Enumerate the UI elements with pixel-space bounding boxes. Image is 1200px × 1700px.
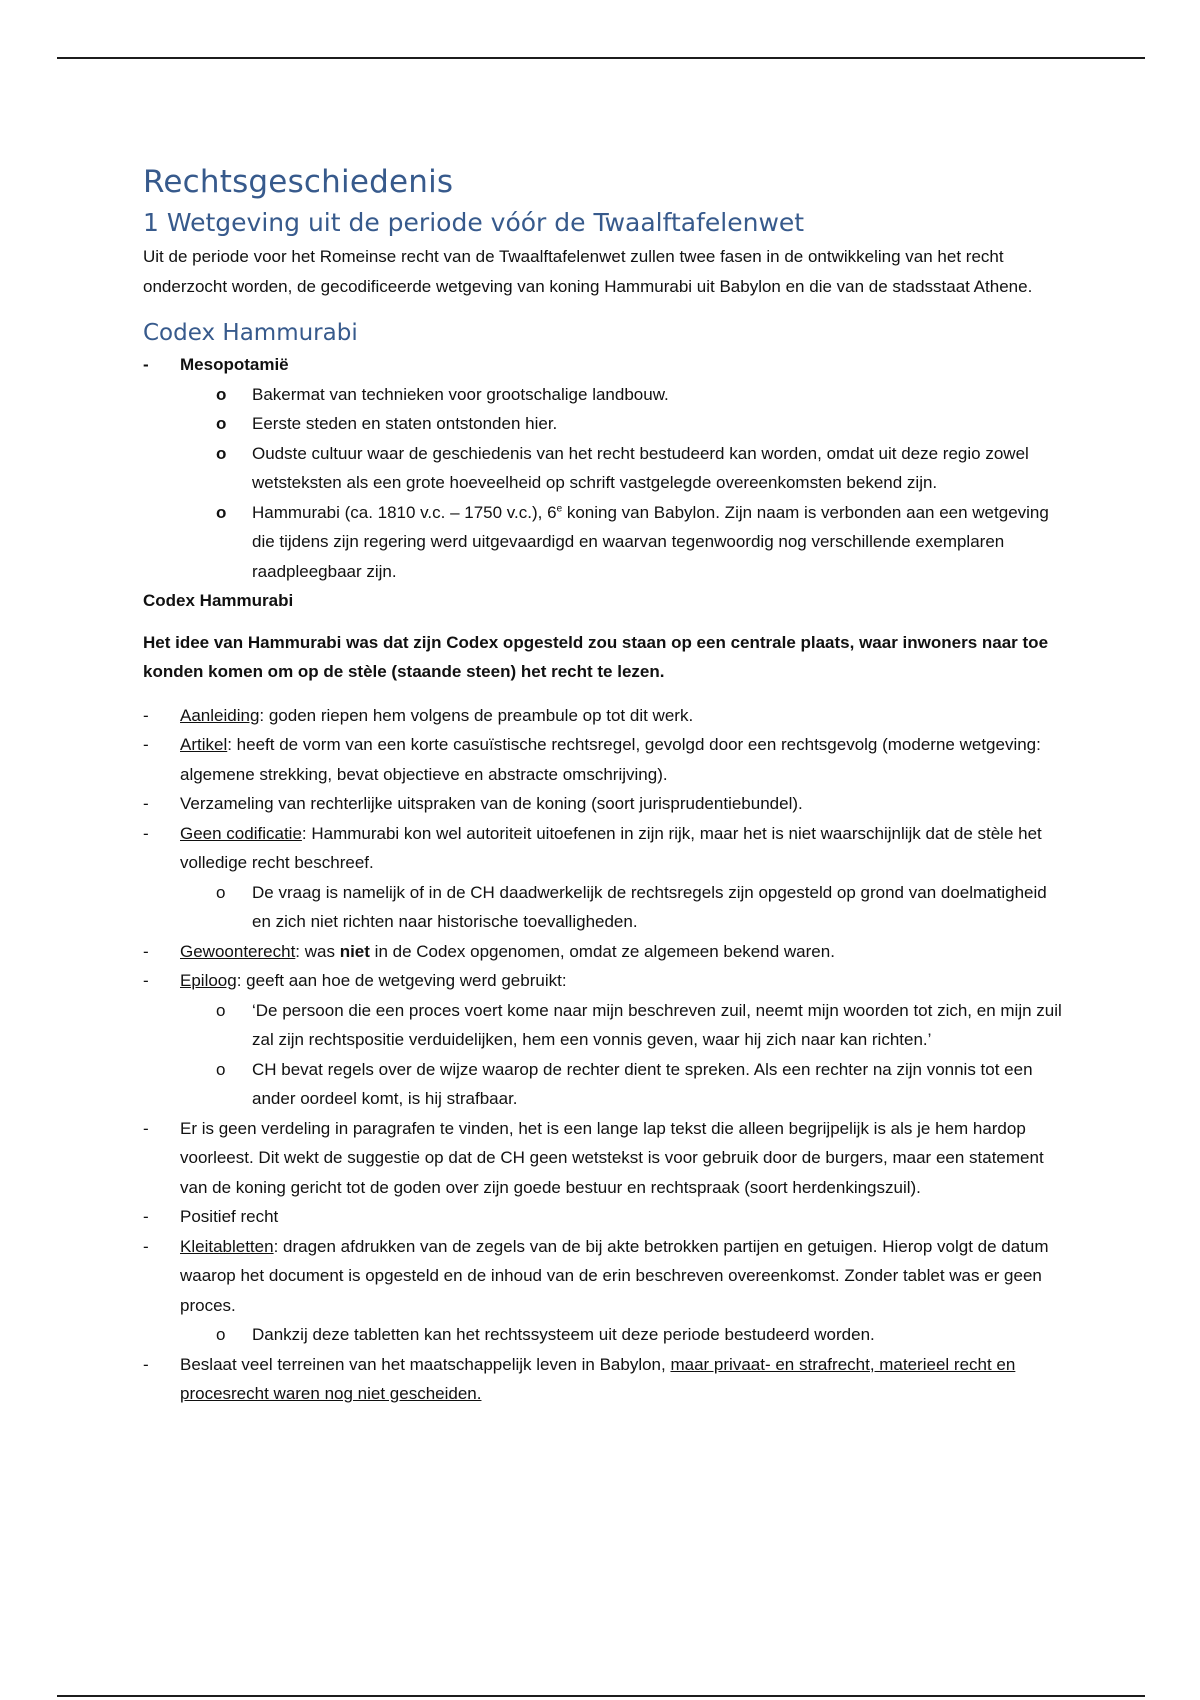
list-item: - Aanleiding: goden riepen hem volgens de preambule op tot dit werk. — [143, 701, 1063, 731]
mesopotamie-heading: Mesopotamië — [180, 355, 289, 374]
document-title: Rechtsgeschiedenis — [143, 164, 454, 200]
dash-bullet: - — [143, 1118, 149, 1138]
footer-rule — [57, 1695, 1145, 1697]
list-item — [143, 350, 1063, 380]
circle-bullet: o — [216, 414, 227, 433]
list-item: o Eerste steden en staten ontstonden hier. — [143, 409, 1063, 439]
list-item: - Epiloog: geeft aan hoe de wetgeving werd gebruikt: — [143, 966, 1063, 996]
dash-bullet: - — [143, 971, 149, 990]
mesopotamie-list — [143, 350, 1063, 586]
list-item: - Gewoonterecht: was niet in de Codex opgenomen, omdat ze algemeen bekend waren. — [143, 937, 1063, 967]
circle-bullet: o — [216, 443, 227, 463]
list-item: - Positief recht — [143, 1202, 1063, 1232]
dash-bullet: - — [143, 794, 149, 813]
list-item: - Beslaat veel terreinen van het maatschappelijk leven in Babylon, maar privaat- en strafrecht, materieel recht en procesrecht waren nog niet gescheiden. — [143, 1350, 1063, 1409]
list-item: o CH bevat regels over de wijze waarop de rechter dient te spreken. Als een rechter na zijn vonnis tot een ander oordeel komt, is hij strafbaar. — [143, 1055, 1063, 1114]
circle-bullet: o — [216, 384, 227, 404]
dash-bullet: - — [143, 941, 149, 961]
document-body — [143, 163, 1063, 1409]
list-item: - Er is geen verdeling in paragrafen te vinden, het is een lange lap tekst die alleen begrijpelijk is als je hem hardop voorleest. Dit wekt de suggestie op dat de CH geen wetstekst is voor gebruik door de burgers, maar een statement van de koning gericht tot de goden over zijn goede bestuur en rechtspraak (soort herdenkingszuil). — [143, 1114, 1063, 1203]
dash-bullet: - — [143, 735, 149, 754]
dash-bullet: - — [143, 1354, 149, 1374]
circle-bullet: o — [216, 1000, 226, 1020]
list-item: - Verzameling van rechterlijke uitspraken van de koning (soort jurisprudentiebundel). — [143, 789, 1063, 819]
list-item: o Bakermat van technieken voor grootschalige landbouw. — [143, 380, 1063, 410]
idea-paragraph: Het idee van Hammurabi was dat zijn Codex opgesteld zou staan op een centrale plaats, waar inwoners naar toe konden komen om op de stèle (staande steen) het recht te lezen. — [143, 632, 1049, 681]
list-item: o Oudste cultuur waar de geschiedenis van het recht bestudeerd kan worden, omdat uit deze regio zowel wetsteksten als een grote hoeveelheid op schrift vastgelegde overeenkomsten bekend zijn. — [143, 439, 1063, 498]
list-item: - Geen codificatie: Hammurabi kon wel autoriteit uitoefenen in zijn rijk, maar het is niet waarschijnlijk dat de stèle het volledige recht beschreef. — [143, 819, 1063, 878]
circle-bullet: o — [216, 502, 227, 522]
dash-bullet: - — [143, 705, 149, 725]
header-rule — [57, 57, 1145, 59]
codex-label: Codex Hammurabi — [143, 591, 294, 610]
circle-bullet: o — [216, 882, 226, 902]
dash-bullet: - — [143, 823, 149, 843]
list-item: o ‘De persoon die een proces voert kome naar mijn beschreven zuil, neemt mijn woorden tot zich, en mijn zuil zal zijn rechtspositie verduidelijken, hem een vonnis geven, waar hij zich naar kan richten.’ — [143, 996, 1063, 1055]
list-item: o De vraag is namelijk of in de CH daadwerkelijk de rechtsregels zijn opgesteld op grond van doelmatigheid en zich niet richten naar historische toevalligheden. — [143, 878, 1063, 937]
circle-bullet: o — [216, 1059, 226, 1079]
circle-bullet: o — [216, 1325, 226, 1344]
dash-bullet: - — [143, 355, 149, 374]
intro-paragraph: Uit de periode voor het Romeinse recht van de Twaalftafelenwet zullen twee fasen in de ontwikkeling van het recht onderzocht worden, de gecodificeerde wetgeving van koning Hammurabi uit Babylon en die van de stadsstaat Athene. — [143, 247, 1033, 296]
codex-list — [143, 701, 1063, 1409]
section-heading: Codex Hammurabi — [143, 320, 358, 346]
dash-bullet: - — [143, 1236, 149, 1256]
list-item: - Artikel: heeft de vorm van een korte casuïstische rechtsregel, gevolgd door een rechtsgevolg (moderne wetgeving: algemene strekking, bevat objectieve en abstracte omschrijving). — [143, 730, 1063, 789]
list-item: - Kleitabletten: dragen afdrukken van de zegels van de bij akte betrokken partijen en getuigen. Hierop volgt de datum waarop het document is opgesteld en de inhoud van de erin beschreven overeenkomst. Zonder tablet was er geen proces. — [143, 1232, 1063, 1321]
chapter-heading: 1 Wetgeving uit de periode vóór de Twaalftafelenwet — [143, 208, 805, 237]
dash-bullet: - — [143, 1207, 149, 1226]
list-item: o Hammurabi (ca. 1810 v.c. – 1750 v.c.), 6e koning van Babylon. Zijn naam is verbonden aan een wetgeving die tijdens zijn regering werd uitgevaardigd en waarvan tegenwoordig nog verschillende exemplaren raadpleegbaar zijn. — [143, 498, 1063, 587]
list-item: o Dankzij deze tabletten kan het rechtssysteem uit deze periode bestudeerd worden. — [143, 1320, 1063, 1350]
